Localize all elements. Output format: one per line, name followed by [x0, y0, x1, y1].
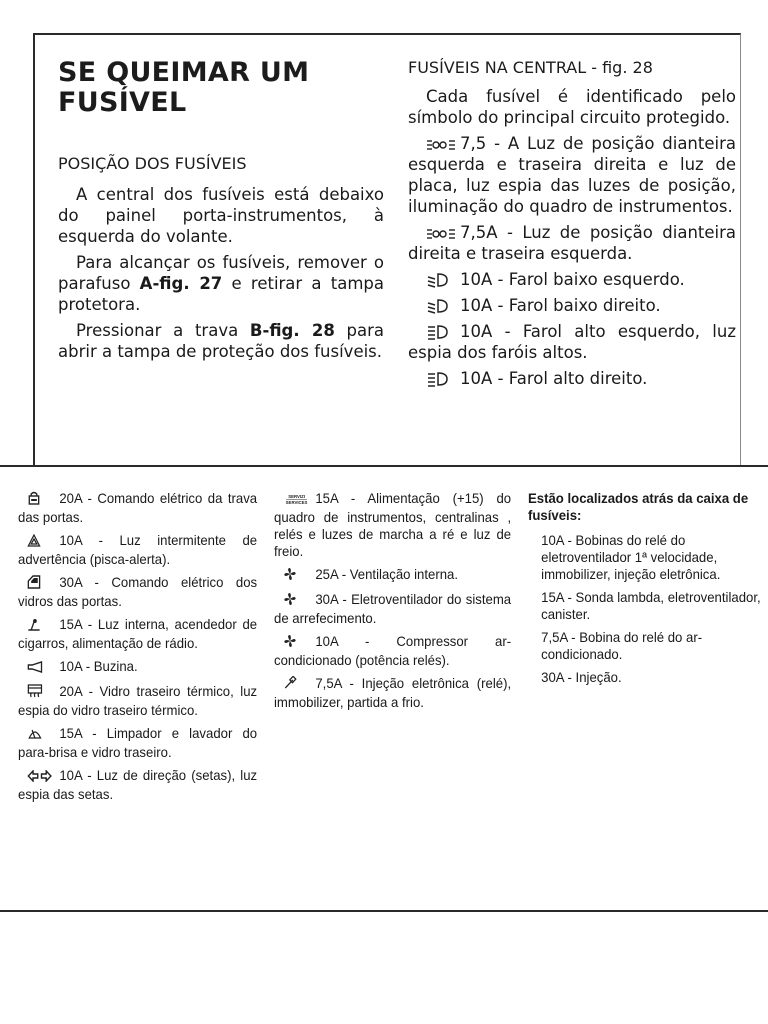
fuse-description: 7,5 - A Luz de posição dianteira esquerda e traseira direita e luz de placa, luz espia das luzes de posição, iluminação do quadro de instrumentos. — [408, 134, 736, 216]
fuse-description: 30A - Comando elétrico dos vidros das portas. — [18, 574, 258, 609]
high-beam-icon — [426, 368, 460, 389]
fan-icon — [274, 592, 315, 610]
position-light-icon — [426, 133, 460, 154]
behind-box-heading: Estão localizados atrás da caixa de fusíveis: — [528, 490, 749, 523]
fuse-column-2 — [274, 490, 512, 717]
power-window-icon — [18, 575, 59, 593]
fuse-description: 10A - Farol baixo direito. — [460, 296, 661, 315]
low-beam-icon — [426, 269, 460, 290]
servizi-services-icon — [274, 492, 315, 509]
fuse-description: 10A - Farol baixo esquerdo. — [460, 270, 685, 289]
horn-icon — [18, 660, 59, 677]
divider-top — [0, 465, 768, 467]
paragraph-open-cover: Pressionar a trava B-fig. 28 para abrir a tampa de proteção dos fusíveis. — [58, 321, 384, 361]
fuse-description: 20A - Comando elétrico da trava das portas. — [18, 490, 258, 525]
paragraph-reach-fuses: Para alcançar os fusíveis, remover o parafuso A-fig. 27 e retirar a tampa protetora. — [58, 253, 384, 314]
figure-ref-a: A-fig. 27 — [139, 274, 223, 293]
fuse-description: 15A - Alimentação (+15) do quadro de instrumentos, centralinas , relés e luzes de marcha a ré e luz de freio. — [274, 490, 512, 559]
behind-box-fuse-item: 10A - Bobinas do relé do eletroventilador 1ª velocidade, immobilizer, injeção eletrônica. — [541, 532, 721, 582]
hazard-icon — [18, 534, 59, 551]
door-lock-icon — [18, 491, 59, 509]
fuse-description: 10A - Compressor ar-condicionado (potência relés). — [274, 633, 512, 668]
fuse-item — [18, 725, 257, 761]
paragraph-fuse-symbols: Cada fusível é identificado pelo símbolo do principal circuito protegido. — [408, 87, 736, 127]
fuse-description: 10A - Buzina. — [59, 658, 138, 674]
fuse-item — [18, 532, 257, 568]
high-beam-icon — [426, 321, 460, 342]
fuse-item — [274, 566, 511, 585]
svg-text:SERVIZI: SERVIZI — [288, 493, 305, 500]
page-title: SE QUEIMAR UM FUSÍVEL — [58, 57, 310, 118]
fuse-description: 30A - Eletroventilador do sistema de arrefecimento. — [274, 591, 512, 626]
fuse-item — [18, 767, 257, 803]
fan-icon — [274, 634, 315, 652]
section-title-fuse-position: POSIÇÃO DOS FUSÍVEIS — [58, 154, 247, 173]
low-beam-icon — [426, 295, 460, 316]
behind-box-fuse-item: 15A - Sonda lambda, eletroventilador, canister. — [541, 589, 761, 622]
behind-box-fuse-item: 30A - Injeção. — [541, 669, 622, 685]
fuse-description: 15A - Luz interna, acendedor de cigarros, alimentação de rádio. — [18, 616, 258, 651]
fuse-row — [408, 222, 736, 264]
behind-box-fuse-item: 7,5A - Bobina do relé do ar-condicionado. — [541, 629, 703, 662]
fuse-description: 7,5A - Injeção eletrônica (relé), immobilizer, partida a frio. — [274, 675, 512, 710]
right-column — [408, 58, 736, 394]
fuse-description: 20A - Vidro traseiro térmico, luz espia do vidro traseiro térmico. — [18, 683, 258, 718]
fuse-column-1 — [18, 490, 258, 809]
position-light-icon — [426, 222, 460, 243]
fuse-row — [408, 295, 736, 316]
section-title-fuses-central: FUSÍVEIS NA CENTRAL - fig. 28 — [408, 58, 653, 77]
interior-light-icon — [18, 618, 59, 635]
fuse-list — [408, 133, 736, 389]
fuse-item — [18, 490, 257, 526]
fan-icon — [274, 567, 315, 585]
fuse-column-3 — [528, 490, 764, 692]
fuse-description: 7,5A - Luz de posição dianteira direita e traseira esquerda. — [408, 223, 736, 263]
fuse-item — [274, 591, 511, 627]
fuse-row — [408, 133, 736, 217]
fuse-row — [408, 368, 736, 389]
fuse-item — [274, 490, 511, 560]
svg-text:SERVICES: SERVICES — [285, 499, 308, 505]
injection-icon — [274, 676, 315, 694]
left-column — [58, 58, 384, 367]
fuse-item — [18, 658, 257, 677]
fuse-row — [408, 269, 736, 290]
fuse-description: 10A - Luz de direção (setas), luz espia das setas. — [18, 767, 258, 802]
turn-signal-icon — [18, 769, 59, 786]
fuse-item — [274, 633, 511, 669]
divider-bottom — [0, 910, 768, 912]
wiper-icon — [18, 726, 59, 744]
fuse-description: 25A - Ventilação interna. — [315, 566, 459, 582]
fuse-item — [18, 574, 257, 610]
fuse-item — [274, 675, 511, 711]
fuse-description: 10A - Farol alto direito. — [460, 369, 648, 388]
rear-defrost-icon — [18, 684, 59, 702]
fuse-item — [18, 683, 257, 719]
fuse-row — [408, 321, 736, 363]
fuse-description: 10A - Luz intermitente de advertência (pisca-alerta). — [18, 532, 258, 567]
paragraph-fuse-location: A central dos fusíveis está debaixo do painel porta-instrumentos, à esquerda do volante. — [58, 185, 384, 246]
fuse-item — [18, 616, 257, 652]
fuse-description: 15A - Limpador e lavador do para-brisa e vidro traseiro. — [18, 725, 258, 760]
figure-ref-b: B-fig. 28 — [249, 321, 335, 340]
fuse-description: 10A - Farol alto esquerdo, luz espia dos faróis altos. — [408, 322, 736, 362]
